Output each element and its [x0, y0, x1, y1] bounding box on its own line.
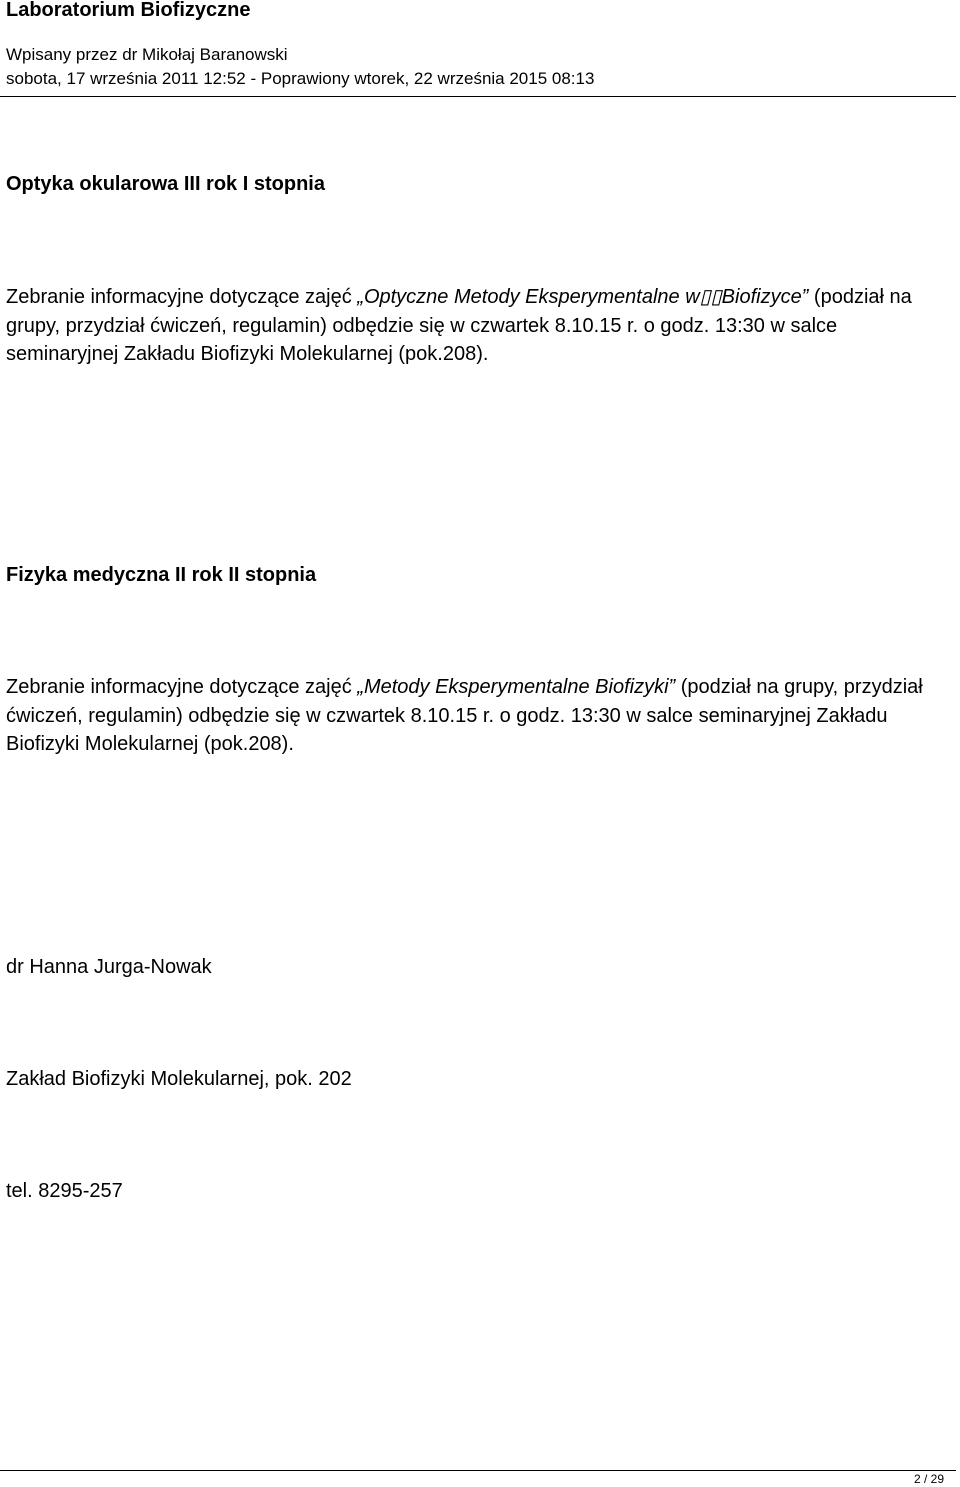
author-line: Wpisany przez dr Mikołaj Baranowski	[6, 45, 288, 64]
section-paragraph-medical-physics	[6, 673, 951, 759]
dates-line: sobota, 17 września 2011 12:52 - Poprawiony wtorek, 22 września 2015 08:13	[6, 69, 595, 88]
section-paragraph-optics	[6, 283, 931, 369]
paragraph-text: (podział na grupy, przydział ćwiczeń, regulamin) odbędzie się w czwartek 8.10.15 r. o godz. 13:30 w salce seminaryjnej Zakładu Biofizyki Molekularnej (pok.208).	[6, 676, 923, 755]
paragraph-text: Zebranie informacyjne dotyczące zajęć	[6, 676, 358, 698]
contact-name: dr Hanna Jurga-Nowak	[6, 956, 212, 978]
site-title: Laboratorium Biofizyczne	[6, 0, 251, 21]
course-title: „Optyczne Metody Eksperymentalne w▯▯Biofizyce”	[357, 286, 809, 308]
paragraph-text: (podział na grupy, przydział ćwiczeń, regulamin) odbędzie się w czwartek 8.10.15 r. o godz. 13:30 w salce seminaryjnej Zakładu Biofizyki Molekularnej (pok.208).	[6, 286, 912, 365]
paragraph-text: Zebranie informacyjne dotyczące zajęć	[6, 286, 358, 308]
section-heading-optics: Optyka okularowa III rok I stopnia	[6, 173, 325, 195]
footer-divider	[0, 1470, 956, 1471]
header-divider	[0, 96, 956, 97]
page-number: 2 / 29	[913, 1472, 944, 1486]
contact-department: Zakład Biofizyki Molekularnej, pok. 202	[6, 1068, 352, 1090]
section-heading-medical-physics: Fizyka medyczna II rok II stopnia	[6, 564, 317, 586]
contact-phone: tel. 8295-257	[6, 1180, 123, 1202]
course-title: „Metody Eksperymentalne Biofizyki”	[357, 676, 676, 698]
